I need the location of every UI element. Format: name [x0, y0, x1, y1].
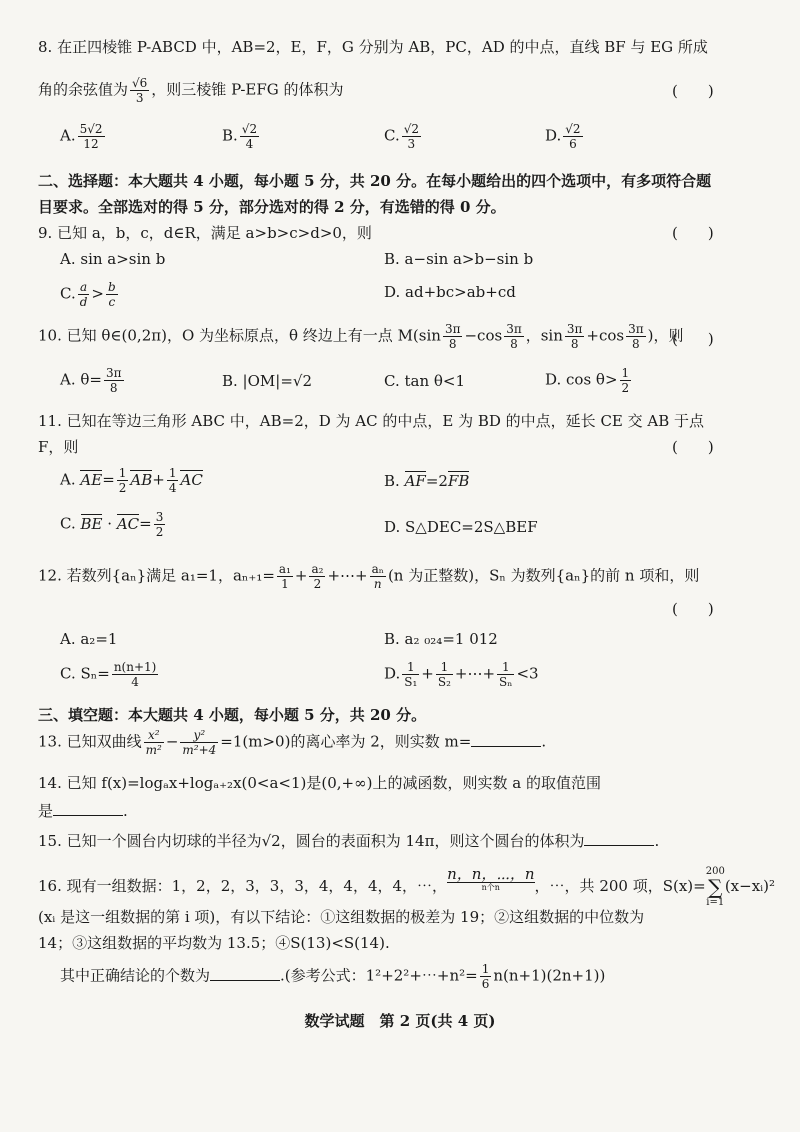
q12-option-c: C. Sₙ= $\frac{n(n+1)}{4}$	[60, 660, 157, 689]
q12-option-b: B. a₂ ₀₂₄=1 012	[384, 630, 498, 648]
section3-title: 三、填空题：本大题共 4 小题，每小题 5 分，共 20 分。	[38, 706, 427, 724]
q11-answer-paren: ( )	[672, 438, 714, 456]
q16-stem-line4: 其中正确结论的个数为 .(参考公式：1²+2²+⋯+n²= $\frac{1}{6}$ n(n+1)(2n+1))	[60, 962, 606, 991]
q11-option-c: C. BE · AC= $\frac{3}{2}$	[60, 510, 164, 539]
q8-answer-paren: ( )	[672, 82, 714, 100]
q10-stem: 10. 已知 θ∈(0,2π)，O 为坐标原点，θ 终边上有一点 M(sin $\frac{3\pi}{8}$ −cos $\frac{3\pi}{8}$ ，sin $\frac{3\pi}{8}$ +cos $\frac{3\pi}{8}$ )，则	[38, 322, 684, 351]
q16-stem-line3: 14；③这组数据的平均数为 13.5；④S(13)<S(14).	[38, 934, 390, 952]
q10-option-a: A. θ= $\frac{3\pi}{8}$	[60, 366, 122, 395]
q8-option-b: B. $\frac{√2}{4}$	[222, 122, 258, 151]
section2-title-line2: 目要求。全部选对的得 5 分，部分选对的得 2 分，有选错的得 0 分。	[38, 198, 506, 216]
q16-stem-line2: (xᵢ 是这一组数据的第 i 项)，有以下结论：①这组数据的极差为 19；②这组数据的中位数为	[38, 908, 645, 926]
q11-stem-line1: 11. 已知在等边三角形 ABC 中，AB=2，D 为 AC 的中点，E 为 BD 的中点，延长 CE 交 AB 于点	[38, 412, 705, 430]
q13-answer-blank[interactable]	[471, 746, 541, 747]
q14-answer-blank[interactable]	[53, 815, 123, 816]
q10-option-d: D. cos θ> $\frac{1}{2}$	[545, 366, 630, 395]
section2-title-line1: 二、选择题：本大题共 4 小题，每小题 5 分，共 20 分。在每小题给出的四个选项中，有多项符合题	[38, 172, 712, 190]
q12-stem: 12. 若数列{aₙ}满足 a₁=1，aₙ₊₁= $\frac{\text{a₁}}{1}$ + $\frac{\text{a₂}}{2}$ +⋯+ $\frac{\text{aₙ}}{n}$ (n 为正整数)，Sₙ 为数列{aₙ}的前 n 项和，则	[38, 562, 700, 591]
q9-stem: 9. 已知 a，b，c，d∈R，满足 a>b>c>d>0，则	[38, 224, 372, 242]
q9-option-c: C. $\frac{a}{d}$ > $\frac{b}{c}$	[60, 280, 116, 309]
q10-answer-paren: ( )	[672, 330, 714, 348]
q11-option-d: D. S△DEC=2S△BEF	[384, 518, 538, 536]
q9-option-d: D. ad+bc>ab+cd	[384, 283, 516, 301]
q12-option-a: A. a₂=1	[60, 630, 118, 648]
q16-summation: 200 ∑ i=1	[705, 866, 725, 908]
q9-option-a: A. sin a>sin b	[60, 250, 166, 268]
q13-stem: 13. 已知双曲线 $\frac{\text{x²}}{\text{m²}}$ − $\frac{\text{y²}}{\text{m²+4}}$ =1(m>0)的离心率为 2，则实数 m= .	[38, 728, 547, 757]
q8-cos-fraction: $\frac{√6}{3}$	[132, 76, 148, 105]
page-footer: 数学试题 第 2 页(共 4 页)	[304, 1012, 496, 1030]
q15-stem: 15. 已知一个圆台内切球的半径为√2，圆台的表面积为 14π，则这个圆台的体积为 .	[38, 832, 660, 850]
q16-stem-line1: 16. 现有一组数据：1，2，2，3，3，3，4，4，4，4，⋯， n，n，⋯，n n个n ，⋯，共 200 项，S(x)= 200 ∑ i=1 (x−xᵢ)²	[38, 865, 776, 908]
q14-stem-line2: 是 .	[38, 802, 128, 820]
q8-option-c: C. $\frac{√2}{3}$	[384, 122, 419, 151]
q8-option-d: D. $\frac{√2}{6}$	[545, 122, 581, 151]
q10-option-c: C. tan θ<1	[384, 372, 466, 390]
q12-answer-paren: ( )	[672, 600, 714, 618]
q16-answer-blank[interactable]	[210, 980, 280, 981]
q12-option-d: D. $\frac{1}{\text{S₁}}$ + $\frac{1}{\text{S₂}}$ +⋯+ $\frac{1}{\text{Sₙ}}$ <3	[384, 660, 539, 689]
q10-option-b: B. |OM|=√2	[222, 372, 312, 390]
q9-answer-paren: ( )	[672, 224, 714, 242]
q16-n-group: n，n，⋯，n n个n	[447, 865, 535, 892]
q11-stem-line2: F，则	[38, 438, 79, 456]
q11-option-a: A. AE= $\frac{1}{2}$ AB+ $\frac{1}{4}$ AC	[60, 466, 203, 495]
q14-stem-line1: 14. 已知 f(x)=logₐx+logₐ₊₂x(0<a<1)是(0,+∞)上的减函数，则实数 a 的取值范围	[38, 774, 601, 792]
q8-stem-line1: 8. 在正四棱锥 P-ABCD 中，AB=2，E，F，G 分别为 AB，PC，AD 的中点，直线 BF 与 EG 所成	[38, 38, 708, 56]
q9-option-b: B. a−sin a>b−sin b	[384, 250, 534, 268]
q11-option-b: B. AF=2FB	[384, 472, 470, 490]
q15-answer-blank[interactable]	[584, 845, 654, 846]
q8-stem-line2: 角的余弦值为 $\frac{√6}{3}$ ，则三棱锥 P-EFG 的体积为	[38, 76, 344, 105]
q8-option-a: A. $\frac{5√2}{12}$	[60, 122, 103, 151]
